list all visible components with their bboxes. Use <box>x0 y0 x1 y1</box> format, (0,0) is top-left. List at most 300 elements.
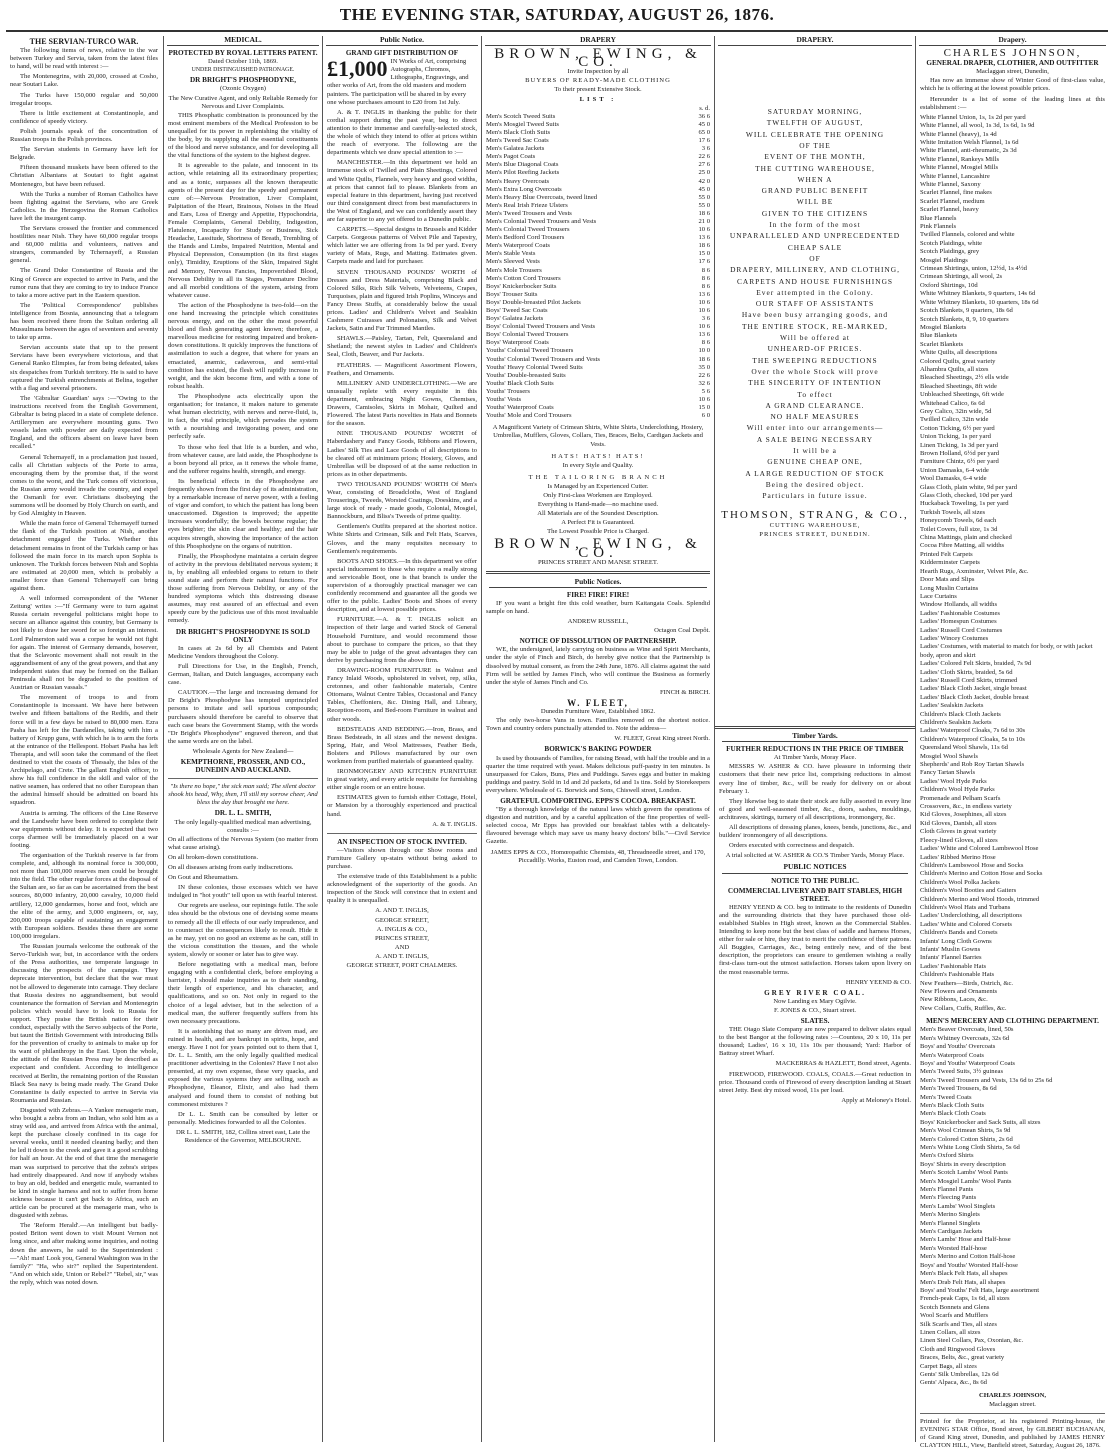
list-item: Infants' Flannel Barries <box>920 954 982 962</box>
price-row <box>486 202 710 210</box>
sale-line: WHEN A <box>797 174 833 184</box>
stock-text: To their present Extensive Stock. <box>554 86 642 94</box>
price-row <box>486 339 710 347</box>
list-item: Men's Tweed Coats <box>920 1093 972 1101</box>
list-item: Carpet Bags, all sizes <box>920 1362 977 1370</box>
list-item: Men's Lambs' Hose and Half-hose <box>920 1236 1011 1244</box>
sale-line: DRAPERY, MILLINERY, AND CLOTHING, <box>730 265 900 275</box>
lower-notices <box>486 578 710 866</box>
list-item: Men's Drab Felt Hats, all shapes <box>920 1278 1006 1286</box>
divider <box>486 571 710 574</box>
list-item: Ladies' Wincey Costumes <box>920 634 989 642</box>
sale-line: NO HALF MEASURES <box>770 412 860 422</box>
list-item: Children's Merino and Wool Hoods, trimmed <box>920 895 1040 903</box>
item-name: Men's Colonial Tweed Trousers and Vests <box>486 217 597 225</box>
item-name: Men's Mole Trousers <box>486 266 542 274</box>
list-item: Cotton Ticking, 6½ per yard <box>920 424 995 432</box>
item-price: 10 6 <box>698 323 710 331</box>
doctor-address: DR L. L. SMITH, 182, Collins street east, Late the Residence of the Governor, MELBOURNE. <box>175 1128 311 1144</box>
column-war-news <box>6 36 162 1442</box>
sale-line: Will be offered at <box>780 333 850 343</box>
intro-text: Has now an immense show of Winter Good of first-class value, which he is offering at the lowest possible prices. <box>920 77 1105 93</box>
item-price: 3 6 <box>701 315 710 323</box>
list-item: Twilled Calico, 32in wide <box>920 416 989 424</box>
borwick-text: Is used by thousands of Families, for raising Bread, with half the trouble and in a quarter the time required with yeast. Makes delicious puff-pastry in ten minutes. Is unsurpassed for Cakes, Buns, Pies and Puddings. Saves eggs and butter in making puddings and pastry. Sold in 1d and 2d packets, 6d and 1s tins. Sold by Storekeepers everywhere. Wholesale of G. Borwick and Sons, Chiswell street, London. <box>486 754 710 794</box>
list-units: s. d. <box>699 104 710 112</box>
list-item: White Flannel, all wool, 1s 3d, 1s 6d, 1s 9d <box>920 122 1035 130</box>
list-item: Scarlet Flannel, medium <box>920 197 985 205</box>
price-row <box>486 267 710 275</box>
department-item: IRONMONGERY AND KITCHEN FURNITURE in great variety, and every article requisite for furnishing either single room or an entire house. <box>327 768 477 792</box>
item-price: 65 0 <box>698 128 710 136</box>
timber-title: FURTHER REDUCTIONS IN THE PRICE OF TIMBER <box>726 745 904 754</box>
item-name: Men's Cotton Cord Trousers <box>486 274 561 282</box>
paragraph: Before negotiating with a medical man, before engaging with a confidential clerk, before employing a barrister, I should make inquiries as to their standing, their length of experience, and his character, and qualifications, and so on. Not only in regard to the choice of a legal adviser, but in the selection of a medical man, the sufferer frequently suffers from his own necessary precautions. <box>168 961 318 1025</box>
list-item: Men's Lambs' Wool Singlets <box>920 1202 996 1210</box>
sale-line: GENUINE CHEAP ONE, <box>767 457 863 467</box>
list-item: Men's Cardigan Jackets <box>920 1228 983 1236</box>
item-name: Boys' Colonial Tweed Trousers <box>486 331 569 339</box>
sale-line: WILL CELEBRATE THE OPENING <box>745 129 885 139</box>
price-row <box>486 242 710 250</box>
list-item: Blue Blankets <box>920 332 958 340</box>
list-item: Ladies' White and Colored Lambswool Hose <box>920 845 1039 853</box>
product-tagline: The New Curative Agent, and only Reliable Remedy for Nervous and Liver Complaints. <box>168 94 318 110</box>
item-name: Men's Black Cloth Suits <box>486 128 551 136</box>
item-price: 18 6 <box>698 209 710 217</box>
list-item: Silk Scarfs and Ties, all sizes <box>920 1320 997 1328</box>
list-item: On all diseases arising from early indiscretions. <box>168 864 294 871</box>
department-item: SHAWLS.—Paisley, Tartan, Felt, Queensland and Shetland; the newest styles in Ladies' and Children's Seal, Cloth, Beaver, and Fur Jackets. <box>327 335 477 359</box>
paragraph: Fifteen thousand muskets have been offered to the Christian Albanians at Soutari to fight against Montenegro, but have been refused. <box>10 164 158 188</box>
list-item: Cocoa Fibre Matting, all widths <box>920 542 1005 550</box>
sale-line: A LARGE REDUCTION OF STOCK <box>745 468 885 478</box>
product-name: DR BRIGHT'S PHOSPHODYNE, <box>189 76 297 85</box>
item-price: 10 6 <box>698 226 710 234</box>
price-row <box>486 178 710 186</box>
list-item: Fleecy-lined Gloves, all sizes <box>920 836 998 844</box>
article-body <box>10 47 158 1287</box>
stables-title: COMMERCIAL LIVERY AND BAIT STABLES, HIGH STREET. <box>727 886 903 903</box>
list-item: Men's Tweed Trousers, 8s 6d <box>920 1085 997 1093</box>
firm-name: CHARLES JOHNSON, <box>943 47 1082 60</box>
column-drapery-thomson <box>714 36 915 1442</box>
variety-text: A Magnificent Variety of Crimean Shirts, White Shirts, Underclothing, Hosiery, Umbrellas, Mufflers, Gloves, Collars, Ties, Braces, Belts, Cardigan Jackets and Vests. <box>492 424 704 448</box>
paragraph: Finally, the Phosphodyne maintains a certain degree of activity in the previous debilitated nervous system; it is, by enabling all enfeebled organs to return to their sound state and perform their natural functions. For those suffering from Nervous Debility, or any of the hundred symptoms which this distressing disease assumes, may rest assured of an effectual and even speedy cure by the judicious use of this most invaluable remedy. <box>168 552 318 625</box>
item-price: 22 6 <box>698 153 710 161</box>
list-item: On all affections of the Nervous System (no matter from what cause arising). <box>168 835 318 851</box>
list-item: Colored Quilts, great variety <box>920 357 996 365</box>
list-item: Scarlet Flannel, fine makes <box>920 189 992 197</box>
list-item: On Gout and Rheumatism. <box>168 874 239 882</box>
department-item: FEATHERS. — Magnificent Assortment Flowers, Feathers, and Ornaments. <box>327 361 477 377</box>
list-item: Printed Felt Carpets <box>920 550 973 558</box>
list-item: Bleached Sheetings, 8ft wide <box>920 382 997 390</box>
signature: A. & T. INGLIS. <box>432 820 477 828</box>
extensive-text: The extensive trade of this Establishment is a public acknowledgment of the superiority of the goods. An inspection of the Stock will convince that in extent and quality it is unequalled. <box>327 873 477 905</box>
list-item: Union Ticking, 1s per yard <box>920 433 991 441</box>
item-price: 8 6 <box>701 282 710 290</box>
price-row <box>486 347 710 355</box>
list-item: Men's Black Cloth Suits <box>920 1101 985 1109</box>
gift-amount: £1,000 <box>327 56 388 82</box>
list-item: Scotch Bonnets and Glens <box>920 1303 990 1311</box>
list-item: White Whitney Blankets, 9 quarters, 14s 6d <box>920 290 1036 298</box>
item-name: Men's Blue Diagonal Coats <box>486 161 559 169</box>
sale-line: THE SINCERITY OF INTENTION <box>748 378 882 388</box>
list-item: Children's Wool Polka Jackets <box>920 878 1000 886</box>
list-item: Window Hollands, all widths <box>920 601 998 609</box>
item-name: Men's Galatea Jackets <box>486 145 545 153</box>
item-name: Men's Scotch Tweed Suits <box>486 112 556 120</box>
list-item: Scotch Plaidings, white <box>920 239 983 247</box>
paragraph: It is agreeable to the palate, and innocent in its action, while retaining all its extraordinary properties; and as a tonic, surpasses all the known therapeutic agents of the present day for the speedy and permanent cure of:—Nervous Prostration, Liver Complaint, Palpitation of the Heart, Brainous, Noises in the Head and Ears, Loss of Energy and Appetite, Hypochondria, Female Complaints, General Debility, Indigestion, Flatulence, Incapacity for Study or Business, Sick Headache, Lassitude, Shortness of Breath, Trembling of the Hands and Limbs, Impaired Nutrition, Mental and Physical Depression, Consumption (in its first stages only), Timidity, Eruptions of the Skin, Impaired Sight and Memory, Nervous Fancies, Impoverished Blood, Nervous Debility in all its Stages, Premature Decline and all morbid conditions of the system, arising from whatever cause. <box>168 162 318 299</box>
sale-line: GRAND PUBLIC BENEFIT <box>761 186 869 196</box>
list-item: Crossovers, &c., in endless variety <box>920 803 1012 811</box>
slates-title: SLATES. <box>800 1017 830 1025</box>
list-item: Unbleached Sheetings, 6ft wide <box>920 391 1004 399</box>
item-name: Boys' Double-breasted Pilot Jackets <box>486 298 581 306</box>
paragraph: Austria is arming. The officers of the Line Reserve and the Landwehr have been ordered to complete their war equipments without delay. It is expected that two corps d'armee will be immediately placed on a war footing. <box>10 809 158 849</box>
fleet-sign: W. FLEET, Great King street North. <box>614 735 710 743</box>
paragraph: The Phosphodyne acts electrically upon the organisation; for instance, it makes nature to generate what human electricity, with nerves and nerve-fluid, is, in fact, the vital principle, which pervades the system with a nourishing and invigorating power, and one perfectly safe. <box>168 392 318 441</box>
price-row <box>486 380 710 388</box>
list-item: French-peak Caps, 1s 6d, all sizes <box>920 1295 1010 1303</box>
list-item: New Ribbons, Laces, &c. <box>920 996 988 1004</box>
price-list <box>486 113 710 421</box>
paragraph: The organisation of the Turkish reserve is far from complete, and, although its nominal force is 300,000, not more than 100,000 reserves men could be brought into the field. The other regular forces at the disposal of the Sultan are, so far as can be ascertained from the best sources, 80,000 infantry, 20,000 cavalry, 10,000 field artillery, 12,000 gendarmes, horse and foot, which are the elite of the army, and 3,000 engineers, or, say, 200,000 troops capable of sustaining an engagement with European soldiers. Besides these there are some 100,000 irregulars. <box>10 852 158 940</box>
sale-line: THE SWEEPING REDUCTIONS <box>752 355 878 365</box>
list-item: New Feathers—Birds, Ostrich, &c. <box>920 979 1014 987</box>
price-row <box>486 388 710 396</box>
intro-text-2: Hereunder is a list of some of the leading lines at this establishment :— <box>920 95 1105 111</box>
paragraph: To those who feel that life is a burden, and who, from whatever cause, are laid aside, the Phosphodyne is a boon beyond all price, as it renews the whole frame, and the sufferer regains health, strength, and energy. <box>168 443 318 475</box>
sale-line: It will be a <box>793 446 837 455</box>
invite-text: Invite Inspection by all <box>567 68 629 76</box>
address-line: AND <box>394 943 410 951</box>
list-item: Men's Mosgiel Lambs' Wool Pants <box>920 1177 1012 1185</box>
section-header: Drapery. <box>919 36 1106 46</box>
list-item: White Imitation Welsh Flannel, 1s 6d <box>920 138 1019 146</box>
list-item: Men's Merino and Cotton Half-hose <box>920 1253 1016 1261</box>
list-item: Scarlet Blankets <box>920 340 964 348</box>
gift-text: IN Works of Art, comprising Autographs, Chromos, Lithographs, Engravings, and other works of Art, from the old masters and modern painters. The participation will be shared in by every one whose purchases amount to £20 from 1st July. <box>327 58 469 106</box>
sale-line: EVENT OF THE MONTH, <box>764 152 866 162</box>
list-item: White Flannel, Lancashire <box>920 172 990 180</box>
masthead-title: THE EVENING STAR, SATURDAY, AUGUST 26, 1876. <box>339 5 775 24</box>
list-item: Twilled Flannels, colored and white <box>920 231 1015 239</box>
sale-line: Ever attempted in the Colony. <box>756 287 874 297</box>
sale-line: A GRAND CLEARANCE. <box>765 400 865 410</box>
item-name: Men's Extra Long Overcoats <box>486 185 562 193</box>
subsection-header: Public Notices. <box>489 578 707 588</box>
column-charles-johnson <box>915 35 1109 1450</box>
list-item: Crimean Shirtings, union, 12½d, 1s 4½d <box>920 265 1027 273</box>
masthead-rule <box>6 30 1108 32</box>
price-row <box>486 307 710 315</box>
directions-text: Full Directions for Use, in the English, French, German, Italian, and Dutch languages, accompany each case. <box>168 662 318 687</box>
item-name: Men's Waterproof Coats <box>486 242 550 250</box>
paragraph: IN these colonies, those excesses which we have indulged in "hot youth" tell upon us with fearful interest. <box>168 884 318 900</box>
list-item: Door Mats and Slips <box>920 576 975 584</box>
list-item: Crimean Shirtings, all wool, 2s <box>920 273 1003 281</box>
price-row <box>486 218 710 226</box>
item-price: 10 6 <box>698 298 710 306</box>
item-name: Boys' Colonial Tweed Trousers and Vests <box>486 323 596 331</box>
list-item: Promenade and Pelham Scarfs <box>920 794 1001 802</box>
fleet-text: The only two-horse Vans in town. Families removed on the shortest notice. Town and country orders punctually attended to. Note the address— <box>486 717 710 733</box>
price-row <box>486 234 710 242</box>
list-item: Ladies' Underclothing, all descriptions <box>920 912 1022 920</box>
sale-lines <box>719 106 911 501</box>
grey-sub: Now Landing ex Mary Ogilvie. <box>773 997 857 1005</box>
address-line: GEORGE STREET, PORT CHALMERS. <box>346 962 458 970</box>
paragraph: The Servian students in Germany have left for Belgrade. <box>10 146 158 162</box>
item-name: Men's Sleeved Vests <box>486 258 540 266</box>
item-price: 45 0 <box>698 120 710 128</box>
list-item: Men's White Long Cloth Shirts, 5s 6d <box>920 1144 1020 1151</box>
list-item: On all broken-down constitutions. <box>168 853 259 861</box>
inspection-title: AN INSPECTION OF STOCK INVITED. <box>337 837 467 846</box>
timber-text-4: Orders executed with correctness and despatch. <box>729 842 855 850</box>
list-item: Men's Tweed Suits, 3½ guineas <box>920 1068 1004 1076</box>
item-name: Boys' Galatea Jackets <box>486 315 544 323</box>
department-item: Gentlemen's Outfits prepared at the shortest notice. White Shirts and Crimean, Silk and Felt Hats, Scarves, Gloves, and the many requisites necessary to Gentlemen's requirements. <box>327 523 477 555</box>
list-item: Ladies' Russell Cord Costumes <box>920 626 1003 634</box>
list-item: Men's Colored Cotton Shirts, 2s 6d <box>920 1135 1013 1143</box>
list-item: Children's Wool Hats and Turbans <box>920 903 1011 911</box>
list-item: White Flannel, Saxony <box>920 181 981 188</box>
item-name: Men's Tweed Trousers and Vests <box>486 209 572 217</box>
list-item: Infants' Muslin Gowns <box>920 945 981 953</box>
price-row <box>486 283 710 291</box>
masthead <box>0 0 1114 30</box>
list-item: Ladies' Wool Hyde Parks <box>920 777 987 785</box>
tailoring-line: Only First-class Workmen are Employed. <box>543 491 653 499</box>
sale-line: Particulars in future issue. <box>762 491 868 501</box>
paragraph: The Russian journals welcome the outbreak of the Servo-Turkish war, but, in accordance with the orders of the Press authorities, use temperate language in discussing the prospects of the campaign. They deprecate intervention, but declare that the war must not be allowed to degenerate into carnage. They declare that Russia desires no aggrandisement, but would countenance the formation of Servian and Montenegrin policies which would have to look to Russia for support. They praise the British nation for their conduct, especially with the Servo subjects of the Porte, but taunt the British Government with introducing Bills for the prevention of cruelty to animals to make up for its want of philanthropy in the East. Upon the whole, the attitude of the Russian Press may be described as expectant and confident. According to intelligence received at Berlin, the remaining portion of the Russian Black Sea navy is being made ready. The Grand Duke Constantine is daily expected to arrive in Servia via Roumania and Russian. <box>10 943 158 1104</box>
price-row <box>486 412 710 420</box>
sale-line: Have been busy arranging goods, and <box>741 310 889 320</box>
list-item: Long Muslin Curtains <box>920 584 979 592</box>
paragraph: With the Turks a number of Roman Catholics have been fighting against the Servians, who are Greek Catholics. In the Herzegovina the Roman Catholics have left the insurgent camp. <box>10 190 158 222</box>
paragraph: The following items of news, relative to the war between Turkey and Servia, taken from the latest files to hand, will be read with interest :— <box>10 47 158 71</box>
department-item: TWO THOUSAND POUNDS' WORTH Of Men's Wear, consisting of Broadcloths, West of England Trouserings, Tweeds, Worsted Coatings, Doeskins, and a large stock of ready - made goods, Colonial, Mosgiel, Bannockburn, and Bliss's Tweeds of prime quality. <box>327 480 477 521</box>
item-price: 8 6 <box>701 266 710 274</box>
timber-text-2: They likewise beg to state their stock are fully assorted in every line of good and well-seasoned timber, &c., doors, sashes, mouldings, architraves, skirtings, turnery of all descriptions, ironmongery, &c. <box>719 797 911 821</box>
list-item: Men's Beaver Overcoats, lined, 50s <box>920 1026 1014 1034</box>
item-name: Boys' Trouser Suits <box>486 290 538 298</box>
fleet-sub: Dunedin Furniture Ware, Established 1862. <box>540 708 656 716</box>
list-item: Men's Waterproof Coats <box>920 1051 984 1059</box>
list-item: White Flannel (heavy), 1s 4d <box>920 130 997 138</box>
department-item: FURNITURE.—A. & T. INGLIS solicit an inspection of their large and varied Stock of General Household Furniture, and would recommend those about to purchase to compare the prices, so that they may be able to judge of the great advantages they can derive by purchasing from the above firm. <box>327 616 477 664</box>
paragraph: Its beneficial effects in the Phosphodyne are frequently shown from the first day of its administration, by a remarkable increase of nerve power, with a feeling of vigor and comfort, to which the patient has long been unaccustomed. Digestion is improved; the appetite increases wonderfully; the bowels become regular; the eyes brighter; the skin clear and healthy; and the hair acquires strength, showing the importance of the action of this Phosphodyne on the organs of nutrition. <box>168 477 318 550</box>
dissolution-title: NOTICE OF DISSOLUTION OF PARTNERSHIP. <box>519 637 677 646</box>
price-row <box>486 364 710 372</box>
dissolution-sign: FINCH & BIRCH. <box>659 688 710 696</box>
paragraph: General Tchernayeff, in a proclamation just issued, calls all Christian subjects of the Porte to arms, encouraging them by the promise that, if the worst comes to the worst, and the Turk comes off victorious, the Russian army would invade the country, and expel the Osmanli for ever. Christians disobeying the summons will be doomed by Holy Church on earth, and by God Almighty in Heaven. <box>10 453 158 518</box>
sold-text: In cases at 2s 6d by all Chemists and Patent Medicine Vendors throughout the Colony. <box>168 644 318 660</box>
price-row <box>486 396 710 404</box>
sale-line: WILL BE <box>796 197 834 207</box>
item-price: 5 6 <box>701 387 710 395</box>
list-item: White Flannel Union, 1s, 1s 2d per yard <box>920 113 1026 121</box>
firm-sub: CUTTING WAREHOUSE, <box>769 521 861 529</box>
slates-text: THE Otago Slate Company are now prepared to deliver slates equal to the best Bangor at the following rates :—Countess, 20 x 10, 11s per thousand; Ladies', 16 x 10, 11s 10s per thousand; Yard: Harbor of Battray street Wharf. <box>719 1026 911 1058</box>
signature-addr: Maclaggan street. <box>989 1400 1036 1408</box>
price-row <box>486 299 710 307</box>
list-item: Ladies' Fashionable Hats <box>920 962 987 970</box>
list-item: Cloth and Ringwood Gloves <box>920 1345 996 1353</box>
list-title: LIST : <box>579 95 617 103</box>
verse: "Is there no hope," the sick man said; The silent doctor shook his head, Why, then, I'll still my sorrow cheer, And bless the day that brought me here. <box>168 783 318 807</box>
address-line: A. AND T. INGLIS, <box>375 952 429 960</box>
list-item: White Flannel, anti-rheumatic, 2s 3d <box>920 147 1017 155</box>
list-item: Glass Cloth, plain white, 9d per yard <box>920 483 1018 491</box>
list-item: White Flannel, Mosgiel Mills <box>920 164 999 172</box>
item-name: Men's Heavy Blue Overcoats, tweed lined <box>486 193 598 201</box>
list-item: Furniture Chintz, 6½ per yard <box>920 458 999 466</box>
epps-title: GRATEFUL COMFORTING. EPPS'S COCOA. BREAKFAST. <box>500 796 696 805</box>
divider <box>327 833 477 834</box>
list-item: Lace Curtains <box>920 592 957 600</box>
tailoring-line: A Perfect Fit is Guaranteed. <box>561 519 635 527</box>
list-item: Men's Whitney Overcoats, 32s 6d <box>920 1034 1010 1042</box>
fire-addr: Octagon Coal Depôt. <box>654 627 710 635</box>
ad-body <box>168 112 318 626</box>
price-row <box>486 113 710 121</box>
mens-title: MEN'S MERCERY AND CLOTHING DEPARTMENT. <box>926 1017 1099 1026</box>
price-row <box>486 129 710 137</box>
stables-sign: HENRY YEEND & CO. <box>845 978 911 986</box>
item-name: Boys' Knickerbocker Suits <box>486 282 557 290</box>
item-price: 32 6 <box>698 379 710 387</box>
price-row <box>486 291 710 299</box>
item-price: 13 6 <box>698 234 710 242</box>
item-name: Men's Tweed Sac Coats <box>486 137 549 145</box>
item-price: 10 6 <box>698 307 710 314</box>
sale-line: Being the desired object. <box>765 479 865 489</box>
price-row <box>486 250 710 258</box>
paragraph: The Turks have 150,000 regular and 50,000 irregular troops. <box>10 91 158 107</box>
item-name: Men's Stable Vests <box>486 250 536 258</box>
subsection-header: PUBLIC NOTICES <box>722 863 908 873</box>
public-notices-sub <box>486 578 710 866</box>
tailoring-line: All Materials are of the Soundest Description. <box>537 510 659 518</box>
firm-addr: PRINCES STREET, DUNEDIN. <box>759 530 871 538</box>
paragraph: THIS Phosphatic combination is pronounced by the most eminent members of the Medical Profession to be unequalled for its power in replenishing the vitality of the body, by its supplying all the essential constituents of the blood and nerve substance, and for developing all the vital functions of the system to the highest degree. <box>168 111 318 160</box>
section-header: DRAPERY. <box>718 36 912 46</box>
paragraph: Servian accounts state that up to the present Servians have been everywhere victorious, and that General Ranko Elimpies, far from being defeated, takes six despatches from Turkish territory. He is said to have captured the Turkish entrenchments at Belina, together with a flag and several prisoners. <box>10 344 158 392</box>
list-item: Union Damasks, 6-4 wide <box>920 466 989 474</box>
list-item: Scotch Plaidings, grey <box>920 248 980 256</box>
item-name: Youths' Waterproof Coats <box>486 404 554 412</box>
address-line: A. INGLIS & CO., <box>376 925 428 933</box>
section-header: DRAPERY <box>485 36 711 46</box>
price-row <box>486 323 710 331</box>
paragraph: Polish journals speak of the concentration of Russian troops in the Polish provinces. <box>10 127 158 144</box>
address-line: A. AND T. INGLIS, <box>375 907 429 915</box>
ad-title: PROTECTED BY ROYAL LETTERS PATENT. <box>168 49 318 58</box>
list-item: Kid Gloves, Josephines, all sizes <box>920 811 1007 819</box>
list-item: Ladies' White and Colored Corsets <box>920 920 1012 928</box>
list-item: Infants' Long Cloth Gowns <box>920 937 992 945</box>
sale-line: In the form of the most <box>769 220 861 230</box>
sale-line: UNPARALLELED AND UNPRECEDENTED <box>729 231 901 241</box>
list-item: Boys' and Youths' Worsted Half-hose <box>920 1261 1018 1269</box>
department-item: CARPETS.—Special designs in Brussels and Kidder Carpets. Gorgeous patterns of Velvet Pile and Tapestry, which latter we are offering from 1s 9d per yard. Every variety of Mats, Rugs, and Matting. Estimates given. Carpets made and laid for purchaser. <box>327 226 477 266</box>
item-price: 10 0 <box>698 347 710 355</box>
item-price: 55 0 <box>698 193 710 201</box>
sale-line: Over the whole Stock will prove <box>751 366 879 376</box>
list-item: White Flannel, Rankeys Mills <box>920 155 1000 163</box>
agents-name: KEMPTHORNE, PROSSER, AND CO., DUNEDIN AND AUCKLAND. <box>180 757 306 775</box>
list-item: Linen Ticking, 1s 3d per yard <box>920 441 999 449</box>
divider <box>168 778 318 779</box>
list-item: Men's Black Cloth Coats <box>920 1110 986 1118</box>
item-name: Men's Heavy Overcoats <box>486 177 550 185</box>
hats-title: HATS! HATS! HATS! <box>551 452 645 460</box>
item-price: 22 6 <box>698 371 710 379</box>
list-item: White Whitney Blankets, 10 quarters, 18s 6d <box>920 298 1039 306</box>
paragraph: The 'Political Correspondence' publishes intelligence from Bosnia, announcing that a telegram has been received there from the Sultan ordering all Mussulmans between the ages of seventeen and seventy to take up arms. <box>10 301 158 342</box>
doctor-name: DR. L. L. SMITH, <box>214 809 272 818</box>
price-row <box>486 331 710 339</box>
item-price: 25 0 <box>698 169 710 177</box>
sale-line: SATURDAY MORNING, <box>767 107 863 117</box>
timber-notices <box>715 726 915 1105</box>
list-item: Children's Merino and Cotton Hose and Socks <box>920 870 1043 878</box>
stables-text: HENRY YEEND & CO. beg to intimate to the residents of Dunedin and the surrounding districts that they have purchased those old-established Stables in High street, known as the Commercial Stables. Intending to keep none but the best class of saddle and harness Horses, either for sale or hire, they trust to merit the confidence of their patrons. All Buggies, Carriages, &c., being entirely new, and of the best description, the proprietors can ensure to gentlemen wishing a really first-class turn-out the utmost satisfaction. Horses taken upon livery on the most reasonable terms. <box>719 903 911 976</box>
list-item: Children's Waterproof Cloaks, 5s to 10s <box>920 735 1025 743</box>
item-name: Boys' Tweed Sac Coats <box>486 307 548 314</box>
list-item: Ladies' Cloth Skirts, braided, 5s 6d <box>920 668 1013 676</box>
list-item: Wool Scarfs and Mufflers <box>920 1312 989 1320</box>
item-price: 10 6 <box>698 396 710 404</box>
list-item: Ladies' Fashionable Costumes <box>920 609 1000 617</box>
list-item: Men's Oxford Shirts <box>920 1152 974 1160</box>
list-item: Ladies' Black Cloth Jacket, single breast <box>920 685 1027 693</box>
epps-text: "By a thorough knowledge of the natural laws which govern the operations of digestion and nutrition, and by a careful application of the fine properties of well-selected cocoa, Mr Epps has provided our breakfast tables with a delicately-flavoured beverage which may save us many heavy doctors' bills."—Civil Service Gazette. <box>486 806 710 846</box>
borwick-title: BORWICK'S BAKING POWDER <box>544 745 652 754</box>
item-price: 21 0 <box>698 217 710 225</box>
list-item: Boys' and Youths' Overcoats <box>920 1043 996 1051</box>
hats-sub: In every Style and Quality. <box>562 461 634 469</box>
list-item: Ladies' Sealskin Jackets <box>920 702 984 710</box>
list-item: Men's Flannel Pants <box>920 1186 974 1194</box>
item-price: 17 6 <box>698 258 710 266</box>
item-name: Youths' Black Cloth Suits <box>486 379 554 387</box>
paragraph: Our regrets are useless, our repinings futile. The sole idea should be the obvious one of devising some means to remedy all the ill effects of our early imprudence, and to counteract the consequences likely to result. Hide it as he may, yet on no good an extreme as he can, still in the vicious constitution the tissues, and the whole system, slowly or sooner or later has to give way. <box>168 902 318 958</box>
list-item: Scotch Blankets, 8, 9, 10 quarters <box>920 315 1009 323</box>
tailoring-line: Everything is Hand-made—no machine used. <box>537 501 659 509</box>
list-item: Men's Worsted Half-hose <box>920 1244 987 1252</box>
gift-title: GRAND GIFT DISTRIBUTION OF <box>345 49 459 58</box>
list-item: Ladies' Ribbed Merino Hose <box>920 853 996 861</box>
price-row <box>486 121 710 129</box>
sale-line: THE ENTIRE STOCK, RE-MARKED, <box>742 321 888 331</box>
list-item: Children's Lambswool Hose and Socks <box>920 861 1024 869</box>
slates-sign: MACKERRAS & HAZLETT, Bond street, Agents. <box>775 1060 911 1068</box>
list-item: Linen Steel Collars, Pax, Oxonian, &c. <box>920 1337 1024 1345</box>
list-item: Boys' and Youths' Waterproof Coats <box>920 1059 1015 1067</box>
paragraph: Dr L. L. Smith can be consulted by letter or personally. Medicines forwarded to all the Colonies. <box>168 1110 318 1126</box>
department-item: BOOTS AND SHOES.—In this department we offer special inducement to those who require a really strong and serviceable Boot, one is that branch is under the supervision of a thoroughly practical manager we can confidently recommend and guarantee all the goods we offer to the public. Ladies' Boots and Shoes of every description, and at lowest possible prices. <box>327 557 477 614</box>
list-item: Honeycomb Towels, 6d each <box>920 517 997 525</box>
firewood-sign: Apply at Meloney's Hotel. <box>841 1096 911 1104</box>
buyers-text: BUYERS OF READY-MADE CLOTHING <box>525 77 671 85</box>
